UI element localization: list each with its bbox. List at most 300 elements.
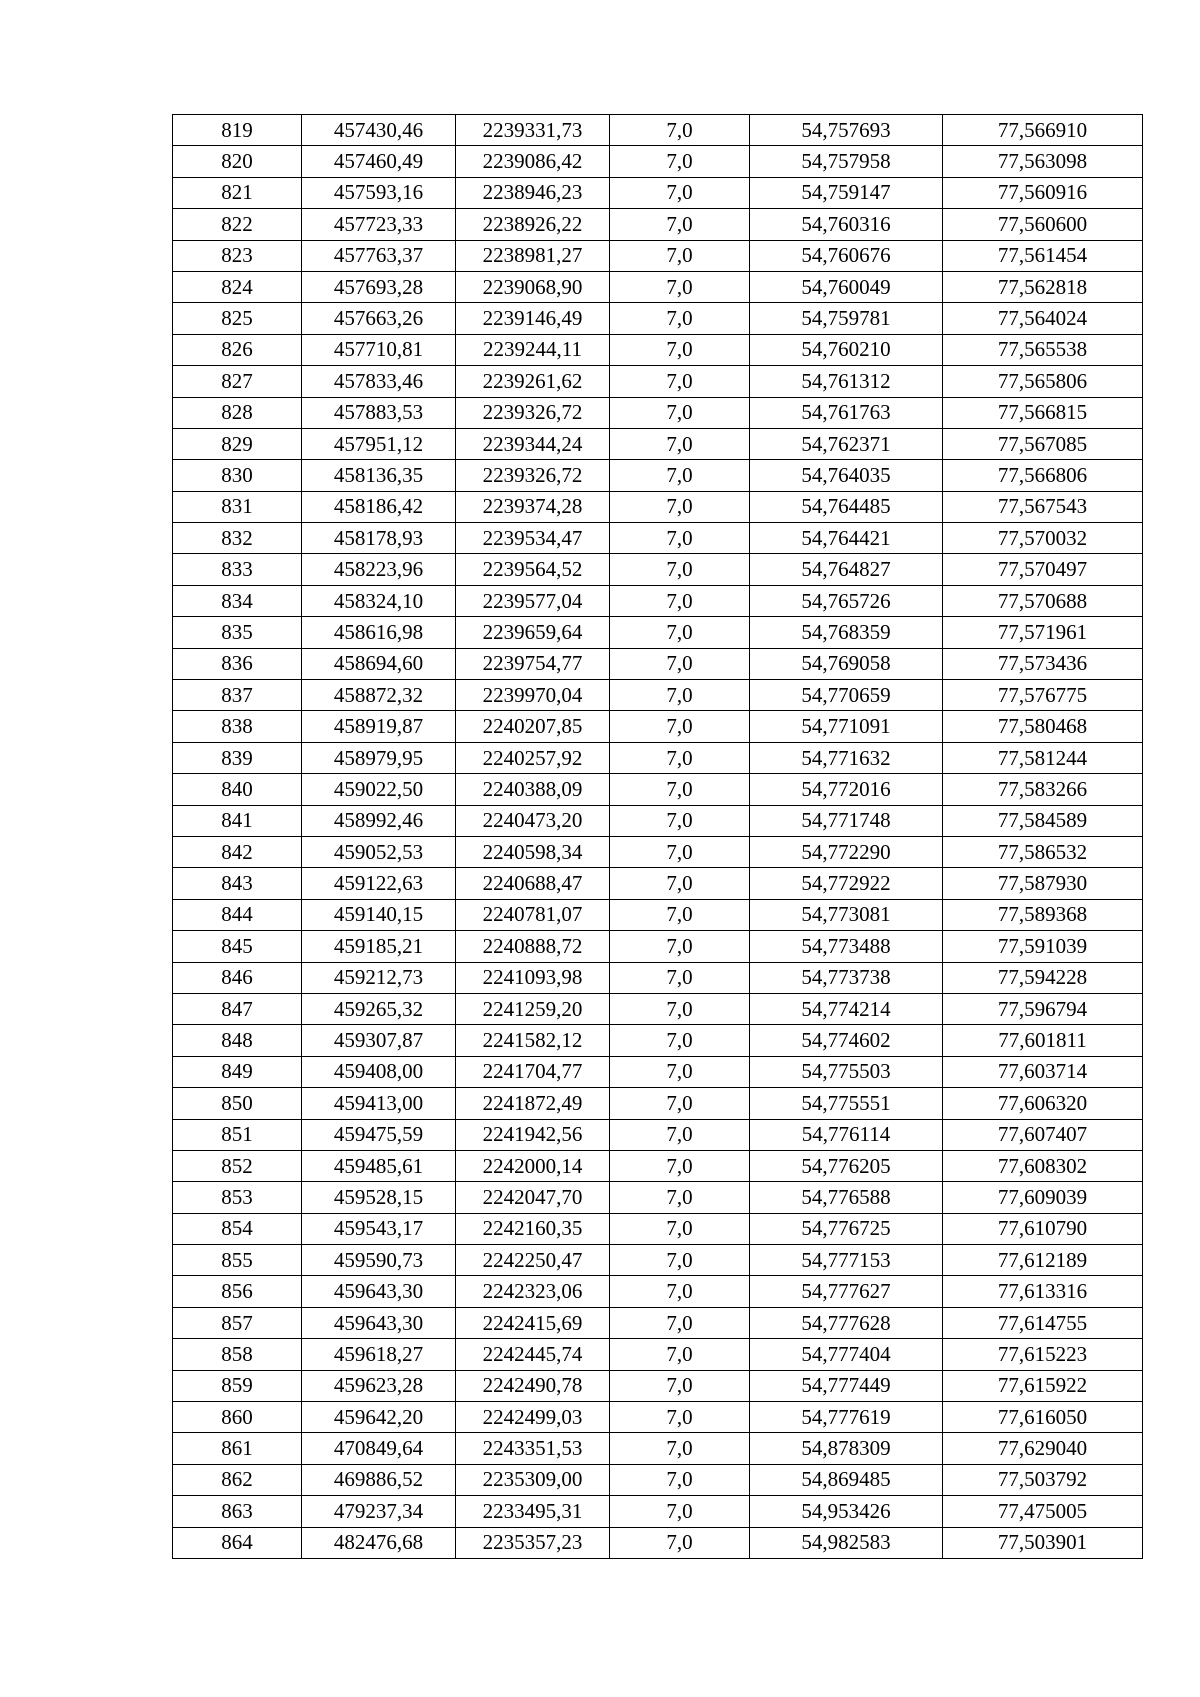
x-coordinate-cell: 469886,52 [302,1464,456,1495]
point-number-cell: 820 [173,146,302,177]
table-row [173,1496,1143,1527]
y-coordinate-cell: 2239344,24 [456,428,610,459]
longitude-cell: 77,591039 [943,931,1143,962]
longitude-cell: 77,562818 [943,271,1143,302]
longitude-cell: 77,475005 [943,1496,1143,1527]
y-coordinate-cell: 2235357,23 [456,1527,610,1558]
x-coordinate-cell: 459122,63 [302,868,456,899]
longitude-cell: 77,565538 [943,334,1143,365]
table-row [173,1213,1143,1244]
point-number-cell: 855 [173,1245,302,1276]
latitude-cell: 54,764827 [750,554,943,585]
latitude-cell: 54,777628 [750,1307,943,1338]
x-coordinate-cell: 457951,12 [302,428,456,459]
accuracy-cell: 7,0 [610,554,750,585]
y-coordinate-cell: 2239244,11 [456,334,610,365]
latitude-cell: 54,777449 [750,1370,943,1401]
point-number-cell: 864 [173,1527,302,1558]
x-coordinate-cell: 458136,35 [302,460,456,491]
longitude-cell: 77,570497 [943,554,1143,585]
point-number-cell: 828 [173,397,302,428]
accuracy-cell: 7,0 [610,240,750,271]
point-number-cell: 827 [173,366,302,397]
latitude-cell: 54,772290 [750,836,943,867]
longitude-cell: 77,580468 [943,711,1143,742]
latitude-cell: 54,772922 [750,868,943,899]
point-number-cell: 852 [173,1150,302,1181]
longitude-cell: 77,560916 [943,177,1143,208]
x-coordinate-cell: 458992,46 [302,805,456,836]
accuracy-cell: 7,0 [610,1464,750,1495]
accuracy-cell: 7,0 [610,648,750,679]
y-coordinate-cell: 2239754,77 [456,648,610,679]
table-row [173,146,1143,177]
y-coordinate-cell: 2241704,77 [456,1056,610,1087]
longitude-cell: 77,503901 [943,1527,1143,1558]
y-coordinate-cell: 2242047,70 [456,1182,610,1213]
y-coordinate-cell: 2238981,27 [456,240,610,271]
latitude-cell: 54,765726 [750,585,943,616]
y-coordinate-cell: 2240473,20 [456,805,610,836]
accuracy-cell: 7,0 [610,397,750,428]
y-coordinate-cell: 2239659,64 [456,617,610,648]
table-row [173,240,1143,271]
table-row [173,1370,1143,1401]
y-coordinate-cell: 2239261,62 [456,366,610,397]
point-number-cell: 849 [173,1056,302,1087]
y-coordinate-cell: 2242323,06 [456,1276,610,1307]
y-coordinate-cell: 2242415,69 [456,1307,610,1338]
y-coordinate-cell: 2242000,14 [456,1150,610,1181]
y-coordinate-cell: 2241872,49 [456,1088,610,1119]
longitude-cell: 77,610790 [943,1213,1143,1244]
y-coordinate-cell: 2242499,03 [456,1402,610,1433]
accuracy-cell: 7,0 [610,1150,750,1181]
accuracy-cell: 7,0 [610,1088,750,1119]
longitude-cell: 77,584589 [943,805,1143,836]
x-coordinate-cell: 458616,98 [302,617,456,648]
latitude-cell: 54,760049 [750,271,943,302]
point-number-cell: 842 [173,836,302,867]
longitude-cell: 77,587930 [943,868,1143,899]
point-number-cell: 840 [173,774,302,805]
latitude-cell: 54,764035 [750,460,943,491]
table-row [173,460,1143,491]
x-coordinate-cell: 459475,59 [302,1119,456,1150]
table-row [173,177,1143,208]
table-row [173,1119,1143,1150]
accuracy-cell: 7,0 [610,366,750,397]
table-row [173,209,1143,240]
latitude-cell: 54,761312 [750,366,943,397]
y-coordinate-cell: 2238926,22 [456,209,610,240]
y-coordinate-cell: 2239331,73 [456,115,610,146]
point-number-cell: 862 [173,1464,302,1495]
point-number-cell: 844 [173,899,302,930]
accuracy-cell: 7,0 [610,1213,750,1244]
x-coordinate-cell: 458694,60 [302,648,456,679]
table-row [173,1402,1143,1433]
point-number-cell: 826 [173,334,302,365]
latitude-cell: 54,775503 [750,1056,943,1087]
latitude-cell: 54,774602 [750,1025,943,1056]
x-coordinate-cell: 457833,46 [302,366,456,397]
accuracy-cell: 7,0 [610,1370,750,1401]
table-row [173,1276,1143,1307]
longitude-cell: 77,629040 [943,1433,1143,1464]
point-number-cell: 853 [173,1182,302,1213]
point-number-cell: 841 [173,805,302,836]
longitude-cell: 77,616050 [943,1402,1143,1433]
y-coordinate-cell: 2241093,98 [456,962,610,993]
point-number-cell: 824 [173,271,302,302]
y-coordinate-cell: 2240688,47 [456,868,610,899]
y-coordinate-cell: 2239086,42 [456,146,610,177]
coordinates-table [172,114,1143,1559]
table-row [173,899,1143,930]
x-coordinate-cell: 457723,33 [302,209,456,240]
x-coordinate-cell: 459643,30 [302,1276,456,1307]
table-row [173,962,1143,993]
accuracy-cell: 7,0 [610,931,750,962]
accuracy-cell: 7,0 [610,899,750,930]
accuracy-cell: 7,0 [610,836,750,867]
x-coordinate-cell: 459413,00 [302,1088,456,1119]
point-number-cell: 856 [173,1276,302,1307]
accuracy-cell: 7,0 [610,711,750,742]
latitude-cell: 54,762371 [750,428,943,459]
latitude-cell: 54,771632 [750,742,943,773]
accuracy-cell: 7,0 [610,680,750,711]
x-coordinate-cell: 458919,87 [302,711,456,742]
x-coordinate-cell: 458979,95 [302,742,456,773]
x-coordinate-cell: 459307,87 [302,1025,456,1056]
x-coordinate-cell: 457430,46 [302,115,456,146]
point-number-cell: 839 [173,742,302,773]
x-coordinate-cell: 459052,53 [302,836,456,867]
x-coordinate-cell: 459642,20 [302,1402,456,1433]
point-number-cell: 863 [173,1496,302,1527]
y-coordinate-cell: 2241259,20 [456,993,610,1024]
accuracy-cell: 7,0 [610,585,750,616]
longitude-cell: 77,607407 [943,1119,1143,1150]
accuracy-cell: 7,0 [610,303,750,334]
accuracy-cell: 7,0 [610,523,750,554]
y-coordinate-cell: 2239564,52 [456,554,610,585]
point-number-cell: 858 [173,1339,302,1370]
longitude-cell: 77,571961 [943,617,1143,648]
longitude-cell: 77,576775 [943,680,1143,711]
y-coordinate-cell: 2233495,31 [456,1496,610,1527]
accuracy-cell: 7,0 [610,1339,750,1370]
latitude-cell: 54,769058 [750,648,943,679]
table-row [173,931,1143,962]
table-row [173,303,1143,334]
table-row [173,115,1143,146]
longitude-cell: 77,603714 [943,1056,1143,1087]
longitude-cell: 77,567543 [943,491,1143,522]
point-number-cell: 821 [173,177,302,208]
latitude-cell: 54,771091 [750,711,943,742]
accuracy-cell: 7,0 [610,271,750,302]
table-row [173,523,1143,554]
table-row [173,1339,1143,1370]
latitude-cell: 54,768359 [750,617,943,648]
y-coordinate-cell: 2240598,34 [456,836,610,867]
y-coordinate-cell: 2238946,23 [456,177,610,208]
y-coordinate-cell: 2239326,72 [456,460,610,491]
longitude-cell: 77,563098 [943,146,1143,177]
table-row [173,1433,1143,1464]
table-row [173,554,1143,585]
latitude-cell: 54,953426 [750,1496,943,1527]
table-row [173,334,1143,365]
latitude-cell: 54,773738 [750,962,943,993]
table-row [173,1464,1143,1495]
table-row [173,271,1143,302]
y-coordinate-cell: 2240781,07 [456,899,610,930]
x-coordinate-cell: 459618,27 [302,1339,456,1370]
x-coordinate-cell: 479237,34 [302,1496,456,1527]
y-coordinate-cell: 2241582,12 [456,1025,610,1056]
accuracy-cell: 7,0 [610,1433,750,1464]
longitude-cell: 77,612189 [943,1245,1143,1276]
accuracy-cell: 7,0 [610,1056,750,1087]
longitude-cell: 77,566815 [943,397,1143,428]
y-coordinate-cell: 2241942,56 [456,1119,610,1150]
y-coordinate-cell: 2242160,35 [456,1213,610,1244]
point-number-cell: 829 [173,428,302,459]
point-number-cell: 850 [173,1088,302,1119]
x-coordinate-cell: 458223,96 [302,554,456,585]
y-coordinate-cell: 2242490,78 [456,1370,610,1401]
y-coordinate-cell: 2240257,92 [456,742,610,773]
table-row [173,648,1143,679]
point-number-cell: 835 [173,617,302,648]
longitude-cell: 77,564024 [943,303,1143,334]
longitude-cell: 77,601811 [943,1025,1143,1056]
x-coordinate-cell: 459408,00 [302,1056,456,1087]
point-number-cell: 859 [173,1370,302,1401]
accuracy-cell: 7,0 [610,146,750,177]
latitude-cell: 54,770659 [750,680,943,711]
x-coordinate-cell: 459623,28 [302,1370,456,1401]
latitude-cell: 54,760676 [750,240,943,271]
latitude-cell: 54,764485 [750,491,943,522]
latitude-cell: 54,773488 [750,931,943,962]
latitude-cell: 54,878309 [750,1433,943,1464]
latitude-cell: 54,776588 [750,1182,943,1213]
table-row [173,617,1143,648]
point-number-cell: 822 [173,209,302,240]
point-number-cell: 861 [173,1433,302,1464]
latitude-cell: 54,761763 [750,397,943,428]
x-coordinate-cell: 459212,73 [302,962,456,993]
point-number-cell: 845 [173,931,302,962]
table-row [173,585,1143,616]
longitude-cell: 77,566806 [943,460,1143,491]
accuracy-cell: 7,0 [610,774,750,805]
table-row [173,491,1143,522]
x-coordinate-cell: 459022,50 [302,774,456,805]
x-coordinate-cell: 459265,32 [302,993,456,1024]
table-row [173,1245,1143,1276]
y-coordinate-cell: 2239577,04 [456,585,610,616]
accuracy-cell: 7,0 [610,1402,750,1433]
point-number-cell: 819 [173,115,302,146]
x-coordinate-cell: 459140,15 [302,899,456,930]
longitude-cell: 77,581244 [943,742,1143,773]
accuracy-cell: 7,0 [610,177,750,208]
x-coordinate-cell: 458872,32 [302,680,456,711]
longitude-cell: 77,613316 [943,1276,1143,1307]
latitude-cell: 54,759781 [750,303,943,334]
latitude-cell: 54,776205 [750,1150,943,1181]
latitude-cell: 54,760210 [750,334,943,365]
longitude-cell: 77,561454 [943,240,1143,271]
y-coordinate-cell: 2239374,28 [456,491,610,522]
latitude-cell: 54,777619 [750,1402,943,1433]
table-row [173,805,1143,836]
longitude-cell: 77,583266 [943,774,1143,805]
x-coordinate-cell: 457883,53 [302,397,456,428]
longitude-cell: 77,570688 [943,585,1143,616]
point-number-cell: 836 [173,648,302,679]
latitude-cell: 54,982583 [750,1527,943,1558]
latitude-cell: 54,772016 [750,774,943,805]
point-number-cell: 830 [173,460,302,491]
point-number-cell: 851 [173,1119,302,1150]
table-row [173,1088,1143,1119]
point-number-cell: 854 [173,1213,302,1244]
latitude-cell: 54,777404 [750,1339,943,1370]
y-coordinate-cell: 2239146,49 [456,303,610,334]
y-coordinate-cell: 2235309,00 [456,1464,610,1495]
latitude-cell: 54,776114 [750,1119,943,1150]
y-coordinate-cell: 2240388,09 [456,774,610,805]
point-number-cell: 834 [173,585,302,616]
y-coordinate-cell: 2239970,04 [456,680,610,711]
accuracy-cell: 7,0 [610,1182,750,1213]
latitude-cell: 54,771748 [750,805,943,836]
latitude-cell: 54,773081 [750,899,943,930]
x-coordinate-cell: 459185,21 [302,931,456,962]
accuracy-cell: 7,0 [610,742,750,773]
accuracy-cell: 7,0 [610,868,750,899]
latitude-cell: 54,757958 [750,146,943,177]
table-row [173,774,1143,805]
x-coordinate-cell: 470849,64 [302,1433,456,1464]
longitude-cell: 77,586532 [943,836,1143,867]
point-number-cell: 838 [173,711,302,742]
accuracy-cell: 7,0 [610,460,750,491]
accuracy-cell: 7,0 [610,1307,750,1338]
x-coordinate-cell: 458178,93 [302,523,456,554]
accuracy-cell: 7,0 [610,617,750,648]
table-row [173,1182,1143,1213]
point-number-cell: 843 [173,868,302,899]
longitude-cell: 77,565806 [943,366,1143,397]
x-coordinate-cell: 459543,17 [302,1213,456,1244]
point-number-cell: 823 [173,240,302,271]
accuracy-cell: 7,0 [610,209,750,240]
latitude-cell: 54,760316 [750,209,943,240]
longitude-cell: 77,589368 [943,899,1143,930]
point-number-cell: 831 [173,491,302,522]
x-coordinate-cell: 459485,61 [302,1150,456,1181]
latitude-cell: 54,759147 [750,177,943,208]
table-row [173,680,1143,711]
point-number-cell: 847 [173,993,302,1024]
longitude-cell: 77,608302 [943,1150,1143,1181]
point-number-cell: 825 [173,303,302,334]
point-number-cell: 846 [173,962,302,993]
accuracy-cell: 7,0 [610,993,750,1024]
coordinates-table-body [173,115,1143,1559]
point-number-cell: 837 [173,680,302,711]
accuracy-cell: 7,0 [610,1496,750,1527]
latitude-cell: 54,777627 [750,1276,943,1307]
x-coordinate-cell: 457693,28 [302,271,456,302]
x-coordinate-cell: 457460,49 [302,146,456,177]
accuracy-cell: 7,0 [610,1119,750,1150]
longitude-cell: 77,503792 [943,1464,1143,1495]
x-coordinate-cell: 457763,37 [302,240,456,271]
latitude-cell: 54,777153 [750,1245,943,1276]
table-row [173,397,1143,428]
accuracy-cell: 7,0 [610,1276,750,1307]
latitude-cell: 54,764421 [750,523,943,554]
longitude-cell: 77,606320 [943,1088,1143,1119]
x-coordinate-cell: 458186,42 [302,491,456,522]
table-row [173,366,1143,397]
x-coordinate-cell: 457663,26 [302,303,456,334]
y-coordinate-cell: 2239326,72 [456,397,610,428]
latitude-cell: 54,775551 [750,1088,943,1119]
table-row [173,742,1143,773]
accuracy-cell: 7,0 [610,1527,750,1558]
y-coordinate-cell: 2239068,90 [456,271,610,302]
latitude-cell: 54,774214 [750,993,943,1024]
longitude-cell: 77,609039 [943,1182,1143,1213]
x-coordinate-cell: 457593,16 [302,177,456,208]
accuracy-cell: 7,0 [610,491,750,522]
accuracy-cell: 7,0 [610,115,750,146]
longitude-cell: 77,614755 [943,1307,1143,1338]
longitude-cell: 77,560600 [943,209,1143,240]
x-coordinate-cell: 458324,10 [302,585,456,616]
accuracy-cell: 7,0 [610,962,750,993]
table-row [173,1527,1143,1558]
table-row [173,428,1143,459]
point-number-cell: 848 [173,1025,302,1056]
x-coordinate-cell: 459528,15 [302,1182,456,1213]
table-row [173,1307,1143,1338]
longitude-cell: 77,594228 [943,962,1143,993]
y-coordinate-cell: 2243351,53 [456,1433,610,1464]
table-row [173,1025,1143,1056]
table-row [173,1150,1143,1181]
longitude-cell: 77,615223 [943,1339,1143,1370]
table-row [173,711,1143,742]
point-number-cell: 832 [173,523,302,554]
latitude-cell: 54,776725 [750,1213,943,1244]
y-coordinate-cell: 2239534,47 [456,523,610,554]
y-coordinate-cell: 2242250,47 [456,1245,610,1276]
y-coordinate-cell: 2242445,74 [456,1339,610,1370]
accuracy-cell: 7,0 [610,334,750,365]
y-coordinate-cell: 2240207,85 [456,711,610,742]
